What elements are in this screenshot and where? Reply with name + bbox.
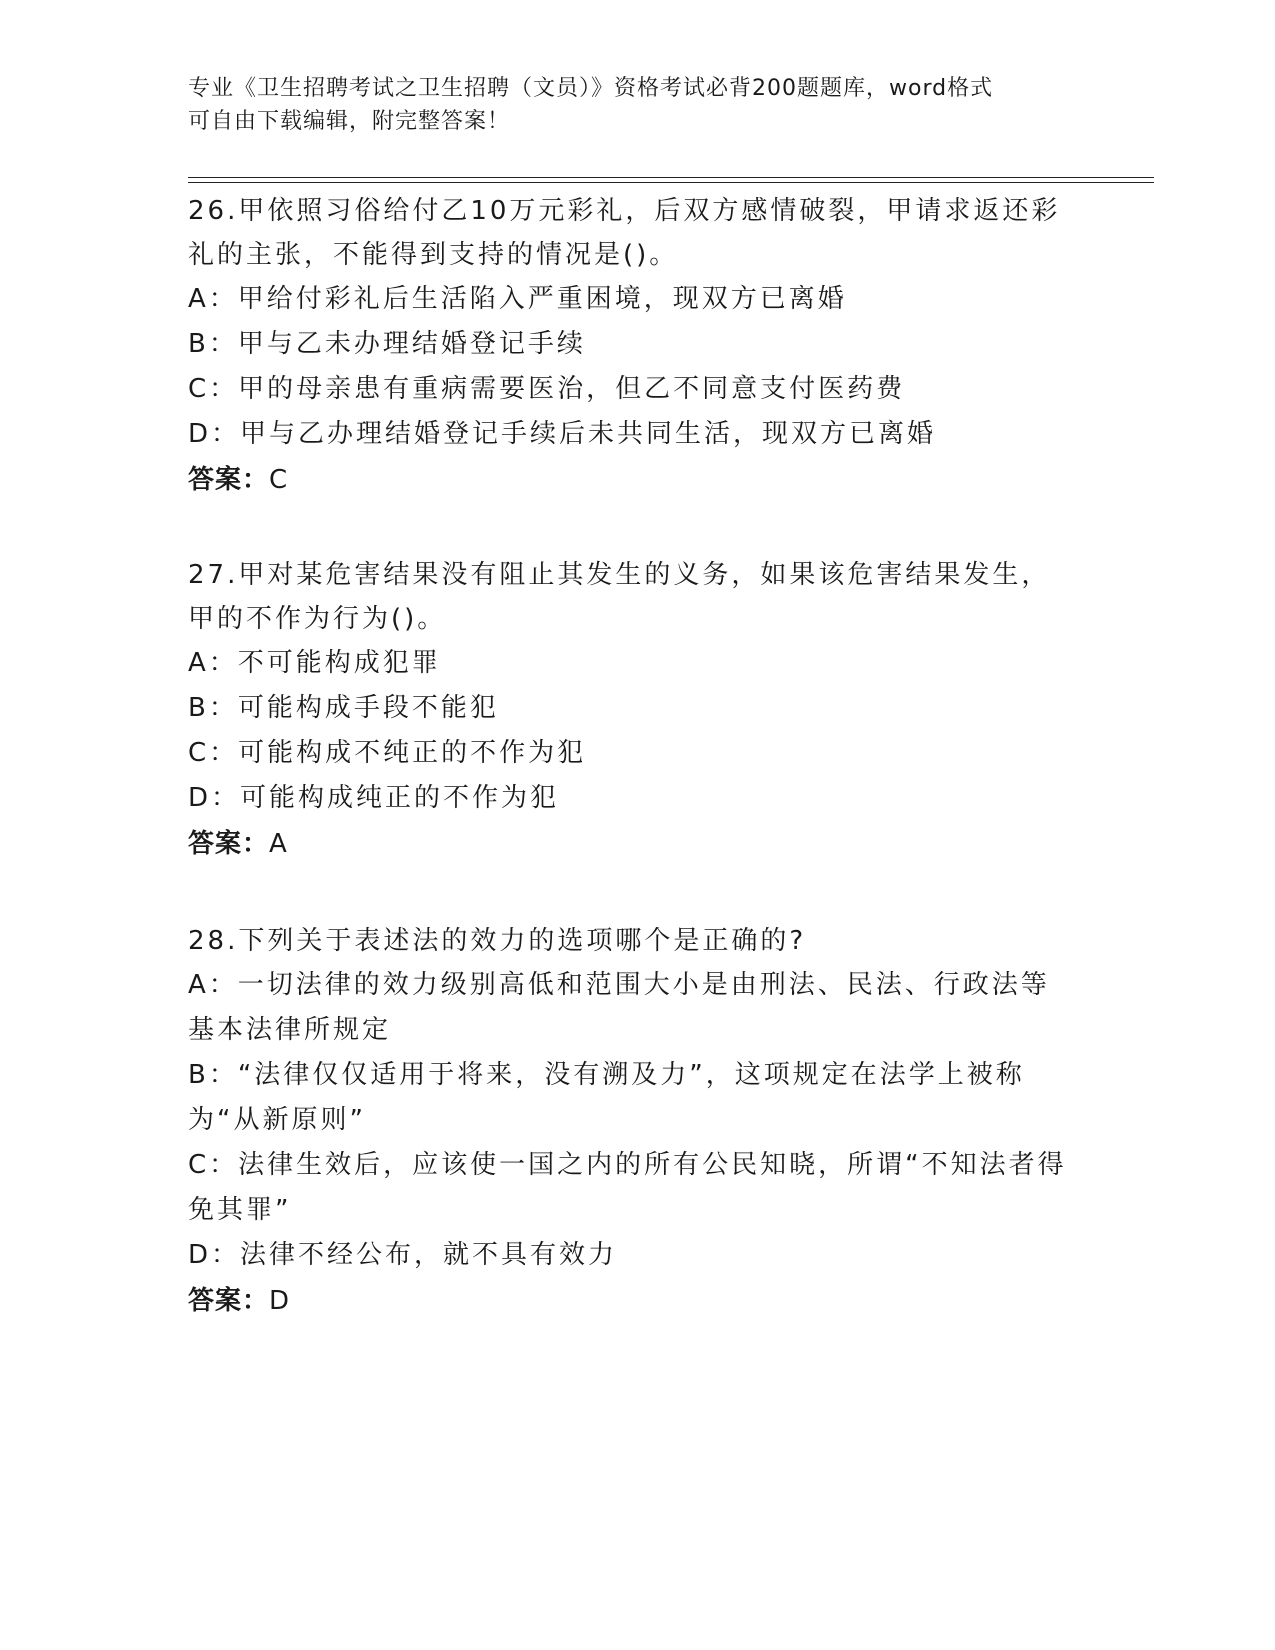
answer-line [188, 1278, 1073, 1324]
question-stem: 28.下列关于表述法的效力的选项哪个是正确的? [188, 926, 807, 956]
option-b: B：“法律仅仅适用于将来，没有溯及力”，这项规定在法学上被称为“从新原则” [188, 1060, 1025, 1135]
answer-line [188, 457, 1073, 503]
answer-label: 答案： [188, 829, 270, 859]
header-divider-top [188, 177, 1154, 178]
answer-line [188, 821, 1073, 867]
option-b: B：甲与乙未办理结婚登记手续 [188, 329, 586, 359]
option-b: B：可能构成手段不能犯 [188, 693, 499, 723]
header-line-1: 专业《卫生招聘考试之卫生招聘（文员）》资格考试必背200题题库，word格式 [188, 76, 994, 101]
header-line-2: 可自由下载编辑，附完整答案！ [188, 109, 511, 134]
answer-value: C [269, 465, 289, 495]
answer-value: A [269, 829, 288, 859]
question-stem: 27.甲对某危害结果没有阻止其发生的义务，如果该危害结果发生，甲的不作为行为()。 [188, 560, 1051, 634]
question-28 [188, 919, 1073, 1324]
question-stem: 26.甲依照习俗给付乙10万元彩礼，后双方感情破裂，甲请求返还彩礼的主张，不能得到支持的情况是()。 [188, 196, 1061, 270]
option-d: D：法律不经公布，就不具有效力 [188, 1240, 618, 1270]
document-header [188, 72, 1088, 138]
answer-label: 答案： [188, 1286, 270, 1316]
header-divider-bottom [188, 182, 1154, 183]
option-d: D：甲与乙办理结婚登记手续后未共同生活，现双方已离婚 [188, 419, 937, 449]
option-a: A：甲给付彩礼后生活陷入严重困境，现双方已离婚 [188, 284, 847, 314]
option-a: A：不可能构成犯罪 [188, 648, 441, 678]
question-26 [188, 189, 1073, 503]
option-c: C：法律生效后，应该使一国之内的所有公民知晓，所谓“不知法者得免其罪” [188, 1150, 1067, 1225]
option-d: D：可能构成纯正的不作为犯 [188, 783, 560, 813]
question-27 [188, 553, 1073, 867]
answer-label: 答案： [188, 465, 270, 495]
option-c: C：甲的母亲患有重病需要医治，但乙不同意支付医药费 [188, 374, 906, 404]
option-a: A：一切法律的效力级别高低和范围大小是由刑法、民法、行政法等基本法律所规定 [188, 970, 1050, 1045]
answer-value: D [269, 1286, 291, 1316]
option-c: C：可能构成不纯正的不作为犯 [188, 738, 587, 768]
